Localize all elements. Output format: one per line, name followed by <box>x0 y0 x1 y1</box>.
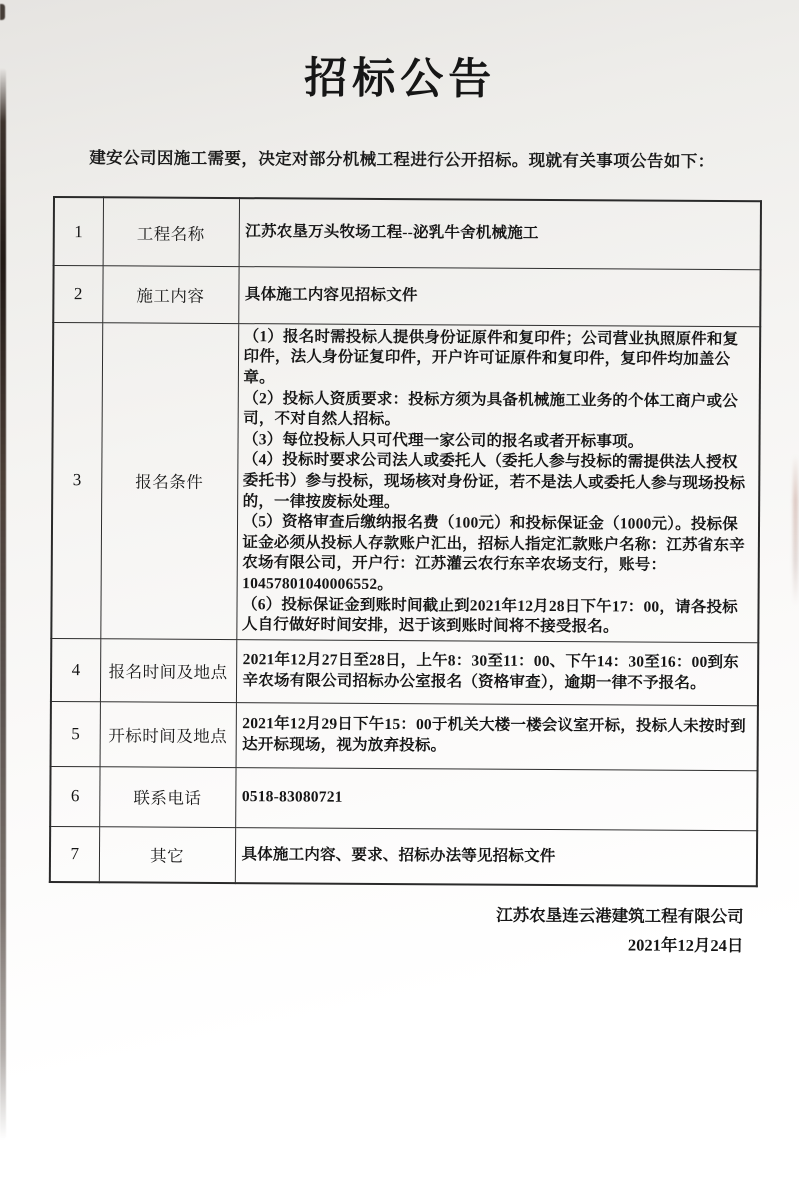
row-number: 1 <box>54 197 103 265</box>
condition-item: （4）投标时要求公司法人或委托人（委托人参与投标的需提供法人授权委托书）参与投标，现场核对身份证，若不是法人或委托人参与现场投标的，一律按废标处理。 <box>242 451 746 511</box>
page-title: 招标公告 <box>304 55 497 104</box>
row-content: 江苏农垦万头牧场工程--泌乳牛舍机械施工 <box>239 198 761 269</box>
row-label: 开标时间及地点 <box>100 702 236 768</box>
table-row <box>50 766 757 830</box>
row-number: 3 <box>51 322 102 638</box>
row-number: 5 <box>51 701 100 766</box>
table-row <box>50 826 757 886</box>
signature-company: 江苏农垦连云港建筑工程有限公司 <box>496 905 744 927</box>
row-content: 0518-83080721 <box>235 767 757 830</box>
row-label: 联系电话 <box>99 767 235 828</box>
row-content: 具体施工内容、要求、招标办法等见招标文件 <box>235 827 757 886</box>
row-content-conditions <box>236 323 760 642</box>
row-number: 2 <box>53 265 102 322</box>
row-label: 报名时间及地点 <box>100 639 236 703</box>
condition-item: （2）投标人资质要求：投标方须为具备机械施工业务的个体工商户或公司，不对自然人招标。 <box>243 389 738 429</box>
row-number: 4 <box>51 638 100 701</box>
announcement-table <box>49 196 762 887</box>
condition-item: （1）报名时需投标人提供身份证原件和复印件；公司营业执照原件和复印件，法人身份证复印件，开户许可证原件和复印件，复印件均加盖公章。 <box>243 327 739 387</box>
signature-date: 2021年12月24日 <box>627 935 744 956</box>
intro-paragraph: 建安公司因施工需要，决定对部分机械工程进行公开招标。现就有关事项公告如下： <box>89 147 715 171</box>
table-row <box>51 701 758 770</box>
row-number: 7 <box>50 826 99 882</box>
condition-item: （5）资格审查后缴纳报名费（100元）和投标保证金（1000元）。投标保证金必须从投标人存款账户汇出，招标人指定汇款账户名称：江苏省东辛农场有限公司，开户行：江苏灌云农行东辛农场支行，账号：10457801040006552。 <box>242 513 745 594</box>
table-row <box>51 322 760 642</box>
row-label: 施工内容 <box>102 266 238 324</box>
row-label: 工程名称 <box>103 198 239 267</box>
row-number: 6 <box>50 766 99 826</box>
condition-item: （6）投标保证金到账时间截止到2021年12月28日下午17：00，请各投标人自行做好时间安排，迟于该到账时间将不接受报名。 <box>241 595 738 636</box>
condition-item: （3）每位投标人只可代理一家公司的报名或者开标事项。 <box>242 430 644 451</box>
table-row <box>51 638 758 705</box>
row-label: 报名条件 <box>100 323 238 640</box>
table-row <box>54 197 761 269</box>
row-content: 具体施工内容见招标文件 <box>238 266 760 326</box>
signature-block <box>0 899 795 962</box>
row-label: 其它 <box>99 827 235 884</box>
row-content: 2021年12月29日下午15：00于机关大楼一楼会议室开标，投标人未按时到达开标现场，视为放弃投标。 <box>236 702 758 770</box>
row-content: 2021年12月27日至28日，上午8：30至11：00、下午14：30至16：00到东辛农场有限公司招标办公室报名（资格审查），逾期一律不予报名。 <box>236 639 758 705</box>
table-row <box>53 265 760 326</box>
